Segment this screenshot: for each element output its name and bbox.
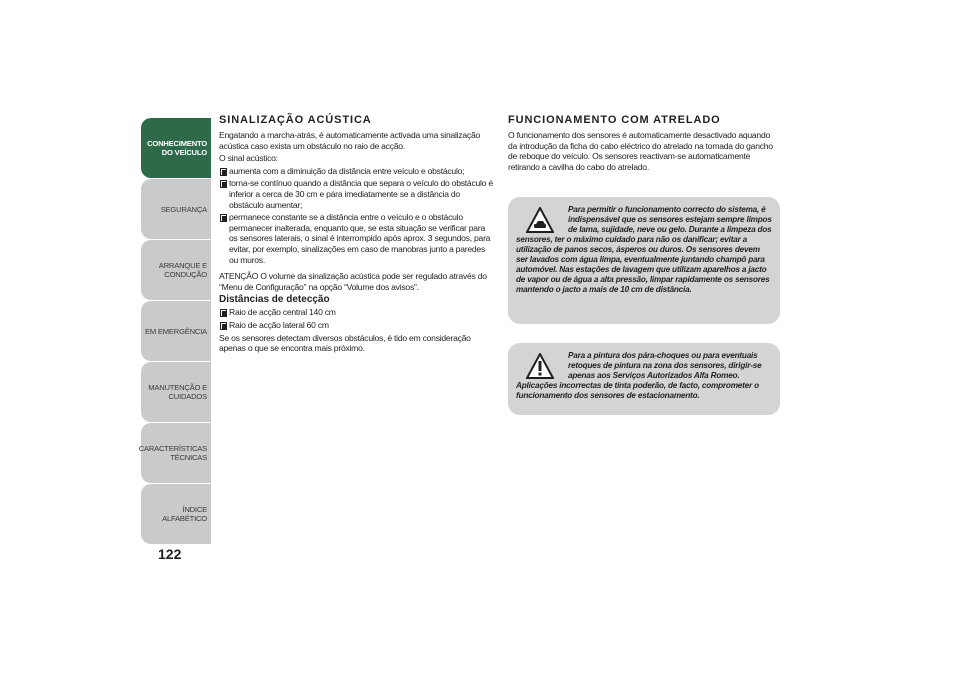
heading-sinalizacao-acustica: SINALIZAÇÃO ACÚSTICA xyxy=(219,114,372,126)
attention-note: ATENÇÃO O volume da sinalização acústica pode ser regulado através do “Menu de Configuração" na opção “Volume dos avisos”. xyxy=(219,271,487,292)
list-item: permanece constante se a distância entre o veículo e o obstáculo permanecer inalterada, enquanto que, se esta situação se verificar para os sensores laterais, o sinal é interrompido após aprox. 3 segundos, para evitar, por exemplo, sinalizações em caso de manobras junto a paredes ou muros. xyxy=(219,212,494,265)
signal-label: O sinal acústico: xyxy=(219,153,278,164)
heading-distancias: Distâncias de detecção xyxy=(219,294,330,306)
exclamation-warning-icon xyxy=(526,353,554,379)
tab-arranque-e-conducao[interactable]: ARRANQUE E CONDUÇÃO xyxy=(141,240,211,300)
tab-conhecimento-do-veiculo[interactable]: CONHECIMENTO DO VEÍCULO xyxy=(141,118,211,178)
trailer-paragraph: O funcionamento dos sensores é automaticamente desactivado aquando da introdução da ficha do cabo eléctrico do atrelado na tomada do gancho de reboque do veículo. Os sensores reactivam-se automaticamente retirando a cavilha do cabo do atrelado. xyxy=(508,130,773,172)
warning-text-painting: Para a pintura dos pára-choques ou para eventuais retoques de pintura na zona dos sensores, dirigir-se apenas aos Serviços Autorizados Alfa Romeo. Aplicações incorrectas de tinta poderão, de facto, comprometer o funcionamento dos sensores de estacionamento. xyxy=(516,351,762,400)
warning-box-cleaning xyxy=(508,197,780,324)
closing-paragraph: Se os sensores detectam diversos obstáculos, é tido em consideração apenas o que se encontra mais próximo. xyxy=(219,332,471,354)
tab-caracteristicas-tecnicas[interactable]: CARACTERÍSTICAS TÉCNICAS xyxy=(141,423,211,483)
tab-seguranca[interactable]: SEGURANÇA xyxy=(141,179,211,239)
page-number: 122 xyxy=(158,546,182,562)
tab-indice-alfabetico[interactable]: ÍNDICE ALFABÉTICO xyxy=(141,484,211,544)
warning-box-painting xyxy=(508,343,780,415)
tab-em-emergencia[interactable]: EM EMERGÊNCIA xyxy=(141,301,211,361)
right-column xyxy=(508,114,780,174)
warning-text-cleaning: Para permitir o funcionamento correcto do sistema, é indispensável que os sensores estejam sempre limpos de lama, sujidade, neve ou gelo. Durante a limpeza dos sensores, ter o máximo cuidado para não os danificar; evitar a utilização de panos secos, ásperos ou duros. Os sensores devem ser lavados com água limpa, eventualmente juntando champô para automóvel. Nas estações de lavagem que utilizam aparelhos a jacto de vapor ou de água a alta pressão, limpar rapidamente os sensores mantendo o jacto a mais de 10 cm de distância. xyxy=(516,205,772,294)
intro-paragraph: Engatando a marcha-atrás, é automaticamente activada uma sinalização acústica caso exista um obstáculo no raio de acção. xyxy=(219,130,481,151)
list-item: torna-se contínuo quando a distância que separa o veículo do obstáculo é inferior a cerca de 30 cm e pára imediatamente se a distância do obstáculo aumentar; xyxy=(219,178,494,210)
tab-manutencao-e-cuidados[interactable]: MANUTENÇÃO E CUIDADOS xyxy=(141,362,211,422)
list-item: Raio de acção central 140 cm xyxy=(219,307,494,318)
list-item: aumenta com a diminuição da distância entre veículo e obstáculo; xyxy=(219,166,494,177)
heading-funcionamento-atrelado: FUNCIONAMENTO COM ATRELADO xyxy=(508,114,721,126)
car-warning-icon xyxy=(526,207,554,233)
list-item: Raio de acção lateral 60 cm xyxy=(219,320,494,331)
left-column xyxy=(219,114,494,356)
